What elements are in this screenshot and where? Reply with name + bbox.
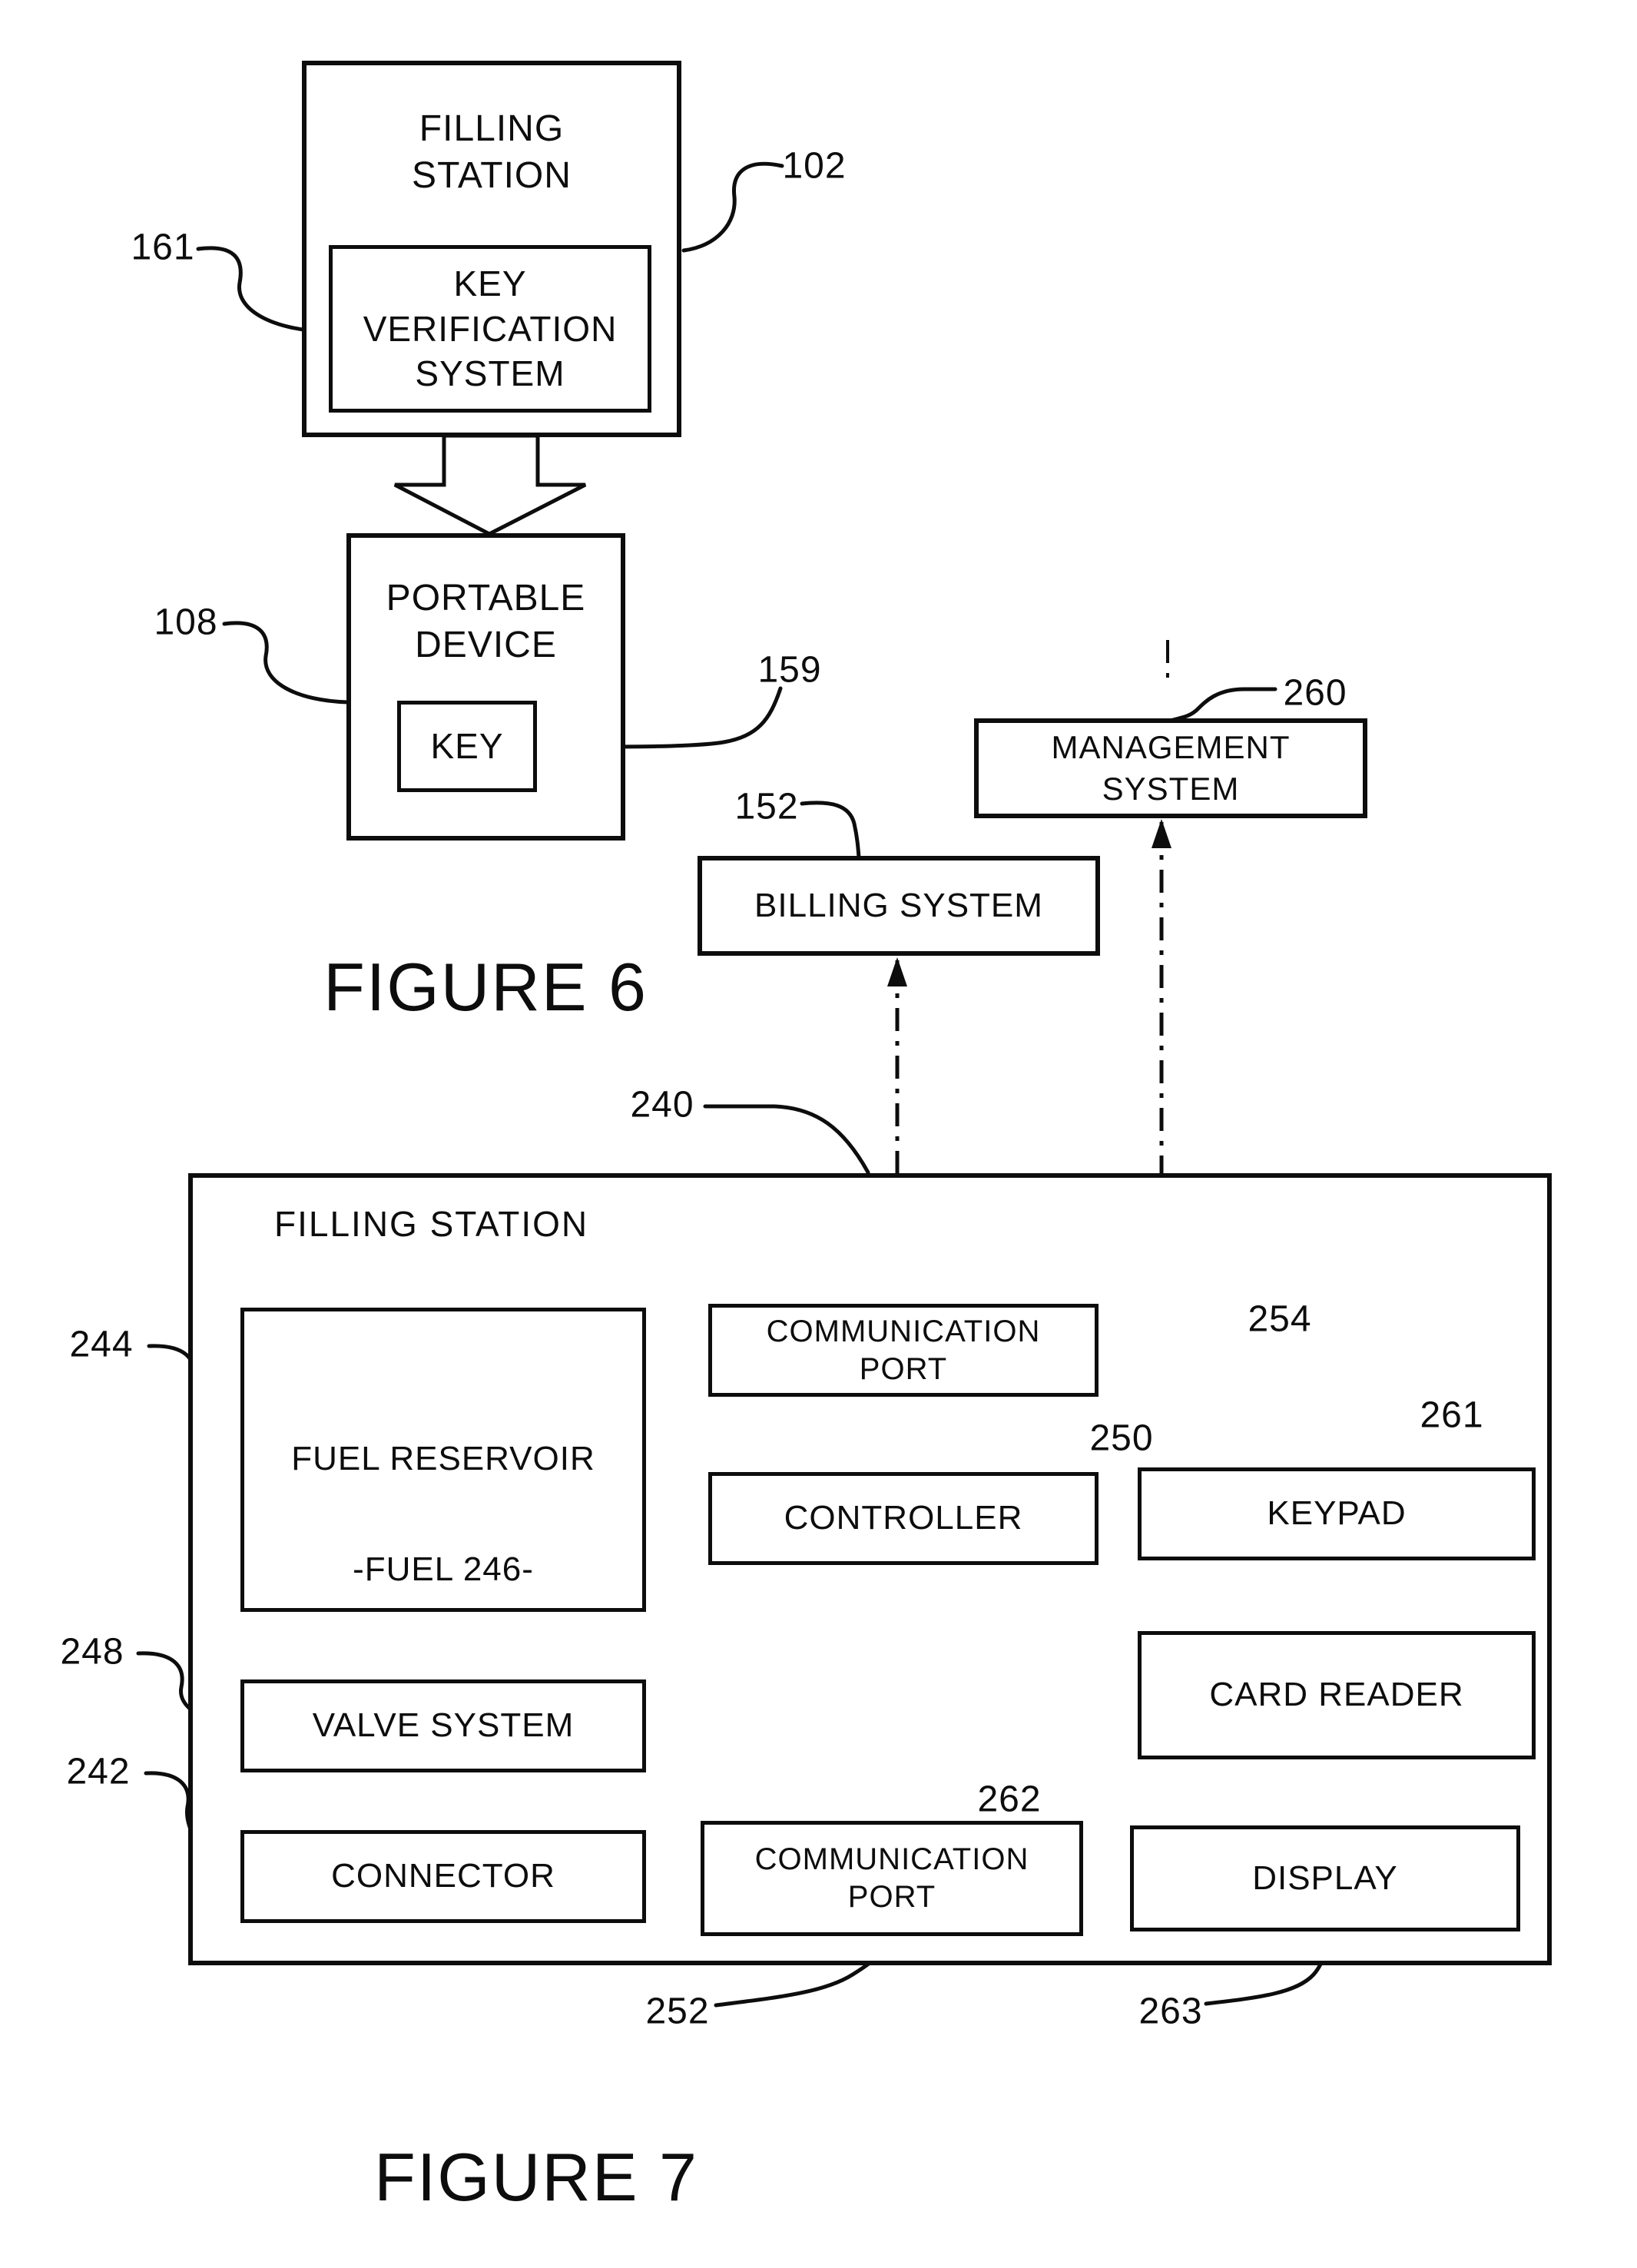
ref-label-161: 161: [131, 227, 195, 268]
leader-260: [1173, 689, 1275, 720]
ref-label-260: 260: [1283, 672, 1347, 714]
management-system-label: MANAGEMENT SYSTEM: [1051, 729, 1291, 807]
figure7-keypad-label: KEYPAD: [1267, 1494, 1407, 1533]
figure7-controller-label: CONTROLLER: [784, 1499, 1023, 1537]
figure6-caption: FIGURE 6: [323, 949, 648, 1025]
figure7-fuel-reservoir-box: [240, 1308, 646, 1612]
figure7-card-reader-label: CARD READER: [1209, 1676, 1464, 1714]
figure6-key-label: KEY: [430, 726, 504, 767]
ref-label-252: 252: [645, 1991, 710, 2032]
figure7-display-label: DISPLAY: [1252, 1858, 1398, 1897]
ref-label-242: 242: [66, 1751, 131, 1792]
figure7-connector-label: CONNECTOR: [331, 1857, 555, 1895]
ref-label-254: 254: [1248, 1298, 1312, 1340]
management-system-box: [974, 718, 1367, 818]
block-arrow-down: [395, 436, 585, 534]
figure6-key-verification-label: KEY VERIFICATION SYSTEM: [363, 263, 618, 394]
ref-label-248: 248: [60, 1631, 124, 1673]
figure7-communication-port-bottom-box: [701, 1821, 1083, 1936]
ref-label-102: 102: [782, 145, 847, 187]
figure7-valve-system-label: VALVE SYSTEM: [312, 1706, 575, 1745]
figure7-communication-port-top-box: [708, 1304, 1099, 1397]
figure6-portable-device-box: [346, 533, 625, 841]
figure7-connector-box: [240, 1830, 646, 1923]
ref-label-262: 262: [977, 1779, 1042, 1820]
leader-102: [684, 164, 782, 250]
ref-label-108: 108: [154, 602, 218, 643]
figure6-filling-station-label: FILLING STATION: [412, 108, 572, 197]
figure7-keypad-box: [1138, 1467, 1536, 1560]
ref-label-240: 240: [630, 1084, 694, 1126]
leader-108: [224, 623, 348, 702]
figure6-key-verification-box: [329, 245, 651, 413]
figure7-fuel-label: -FUEL 246-: [353, 1550, 534, 1589]
figure7-communication-port-bottom-label: COMMUNICATION PORT: [754, 1842, 1029, 1914]
leader-240: [705, 1106, 868, 1172]
billing-system-label: BILLING SYSTEM: [754, 886, 1043, 924]
figure7-valve-system-box: [240, 1679, 646, 1772]
ref-label-261: 261: [1420, 1394, 1484, 1436]
figure7-display-box: [1130, 1825, 1520, 1931]
figure7-filling-station-title: FILLING STATION: [274, 1204, 589, 1244]
billing-system-box: [698, 856, 1100, 956]
figure7-communication-port-top-label: COMMUNICATION PORT: [766, 1314, 1041, 1386]
ref-label-244: 244: [69, 1324, 134, 1365]
figure7-caption: FIGURE 7: [374, 2139, 698, 2215]
ref-label-159: 159: [757, 649, 822, 691]
figure6-key-box: [397, 701, 537, 792]
figure7-card-reader-box: [1138, 1631, 1536, 1759]
ref-label-250: 250: [1089, 1418, 1154, 1459]
leader-152: [802, 803, 859, 857]
ref-label-152: 152: [734, 786, 799, 827]
figure7-fuel-reservoir-label: FUEL RESERVOIR: [291, 1440, 595, 1477]
figure6-portable-device-label: PORTABLE DEVICE: [386, 578, 586, 666]
figure7-controller-box: [708, 1472, 1099, 1565]
ref-label-263: 263: [1138, 1991, 1203, 2032]
